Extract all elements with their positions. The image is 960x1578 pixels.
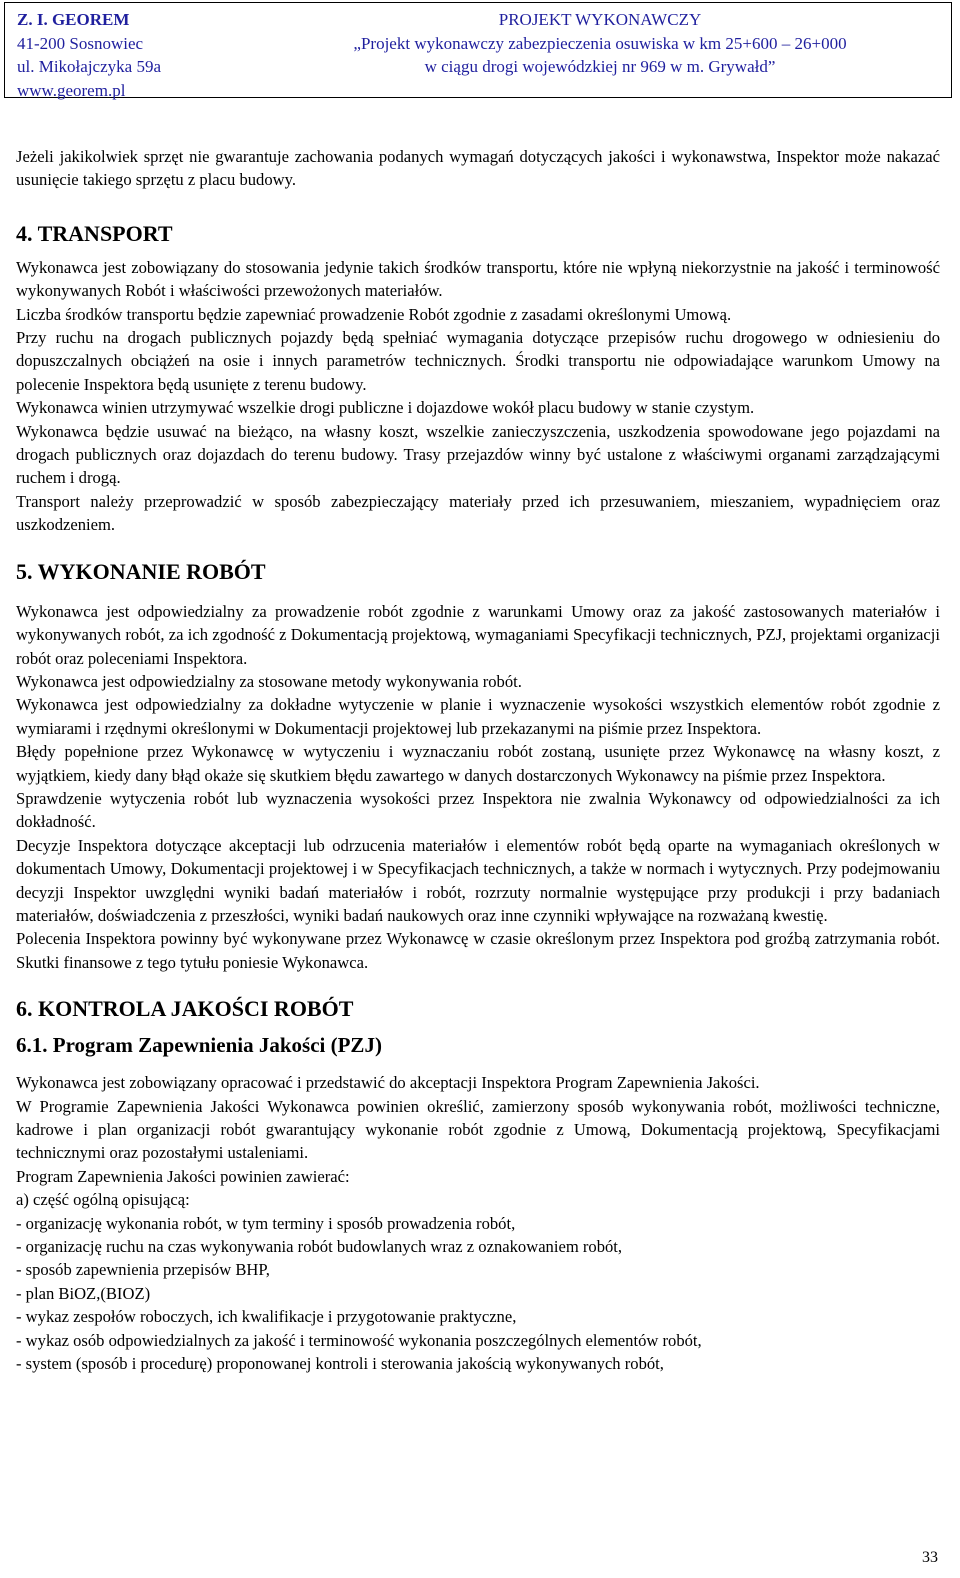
company-street: ul. Mikołajczyka 59a <box>17 57 161 76</box>
execution-paragraph: Wykonawca jest odpowiedzialny za stosowane metody wykonywania robót. <box>16 671 522 691</box>
quality-list-item: - sposób zapewnienia przepisów BHP, <box>16 1260 270 1280</box>
quality-line: a) część ogólną opisującą: <box>16 1190 190 1210</box>
company-website: www.georem.pl <box>17 80 126 100</box>
quality-paragraph: Wykonawca jest zobowiązany opracować i przedstawić do akceptacji Inspektora Program Zapewnienia Jakości. <box>16 1073 760 1093</box>
quality-line: Program Zapewnienia Jakości powinien zawierać: <box>16 1166 350 1186</box>
company-city: 41-200 Sosnowiec <box>17 33 144 53</box>
project-type: PROJEKT WYKONAWCZY <box>498 10 702 29</box>
execution-paragraph: Wykonawca jest odpowiedzialny za dokładne wytyczenie w planie i wyznaczenie wysokości wszystkich elementów robót zgodnie z wymiarami i rzędnymi określonymi w Dokumentacji projektowej lub przekazanymi na piśmie przez Inspektora. <box>16 695 940 738</box>
quality-list-item: - system (sposób i procedurę) proponowanej kontroli i sterowania jakością wykonywanych robót, <box>16 1354 664 1374</box>
section-heading-transport: 4. TRANSPORT <box>16 220 173 246</box>
company-info <box>17 8 247 102</box>
transport-paragraph: Wykonawca będzie usuwać na bieżąco, na własny koszt, wszelkie zanieczyszczenia, uszkodzenia spowodowane jego pojazdami na drogach publicznych oraz dojazdach do terenu budowy. Trasy przejazdów winny być ustalone z właściwymi organami zarządzającymi ruchem i drogą. <box>16 421 940 488</box>
transport-paragraph: Wykonawca winien utrzymywać wszelkie drogi publiczne i dojazdowe wokół placu budowy w stanie czystym. <box>16 398 755 418</box>
project-info <box>250 8 950 79</box>
section-heading-execution: 5. WYKONANIE ROBÓT <box>16 558 266 584</box>
quality-paragraph: W Programie Zapewnienia Jakości Wykonawca powinien określić, zamierzony sposób wykonywania robót, możliwości techniczne, kadrowe i plan organizacji robót gwarantujący wykonanie robót zgodnie z Umową, Dokumentacją projektową, Specyfikacjami technicznymi oraz pozostałymi ustaleniami. <box>16 1096 940 1163</box>
document-header <box>4 2 952 98</box>
section-heading-quality: 6. KONTROLA JAKOŚCI ROBÓT <box>16 996 354 1022</box>
quality-list-item: - plan BiOZ,(BIOZ) <box>16 1283 151 1303</box>
execution-paragraph: Decyzje Inspektora dotyczące akceptacji lub odrzucenia materiałów i elementów robót będą oparte na wymaganiach określonych w dokumentach Umowy, Dokumentacji projektowej i w Specyfikacjach technicznych, a także w normach i wytycznych. Przy podejmowaniu decyzji Inspektor uwzględni wyniki badań materiałów i robót, rozrzuty normalnie występujące przy produkcji i przy badaniach materiałów, doświadczenia z przeszłości, wyniki badań naukowych oraz inne czynniki wpływające na rozważaną kwestię. <box>16 835 940 925</box>
execution-paragraph: Sprawdzenie wytyczenia robót lub wyznaczenia wysokości przez Inspektora nie zwalnia Wykonawcy od odpowiedzialności za ich dokładność. <box>16 788 940 832</box>
transport-paragraph: Liczba środków transportu będzie zapewniać prowadzenie Robót zgodnie z zasadami określonymi Umową. <box>16 304 732 324</box>
transport-paragraph: Przy ruchu na drogach publicznych pojazdy będą spełniać wymagania dotyczące przepisów ruchu drogowego w odniesieniu do dopuszczalnych obciążeń na osie i innych parametrów technicznych. Środki transportu nie odpowiadające warunkom Umowy na polecenie Inspektora będą usunięte z terenu budowy. <box>16 328 940 394</box>
execution-paragraph: Polecenia Inspektora powinny być wykonywane przez Wykonawcę w czasie określonym przez Inspektora pod groźbą zatrzymania robót. Skutki finansowe z tego tytułu poniesie Wykonawca. <box>16 929 940 972</box>
transport-paragraph: Wykonawca jest zobowiązany do stosowania jedynie takich środków transportu, które nie wpłyną niekorzystnie na jakość i terminowość wykonywanych Robót i właściwości przewożonych materiałów. <box>16 257 940 301</box>
quality-list-item: - wykaz osób odpowiedzialnych za jakość i terminowość wykonania poszczególnych elementów robót, <box>16 1330 702 1350</box>
execution-paragraph: Wykonawca jest odpowiedzialny za prowadzenie robót zgodnie z warunkami Umowy oraz za jakość zastosowanych materiałów i wykonywanych robót, za ich zgodność z Dokumentacją projektową, wymaganiami Specyfikacji technicznych, PZJ, projektami organizacji robót oraz poleceniami Inspektora. <box>16 601 940 668</box>
page-content <box>16 145 940 1375</box>
transport-paragraph: Transport należy przeprowadzić w sposób zabezpieczający materiały przed ich przesuwaniem, mieszaniem, wypadnięciem oraz uszkodzeniem. <box>16 491 940 535</box>
subsection-heading-pzj: 6.1. Program Zapewnienia Jakości (PZJ) <box>16 1033 382 1058</box>
quality-list-item: - wykaz zespołów roboczych, ich kwalifikacje i przygotowanie praktyczne, <box>16 1307 517 1327</box>
page-number: 33 <box>922 1549 938 1566</box>
quality-list-item: - organizację wykonania robót, w tym terminy i sposób prowadzenia robót, <box>16 1213 516 1233</box>
execution-paragraph: Błędy popełnione przez Wykonawcę w wytyczeniu i wyznaczaniu robót zostaną, usunięte przez Wykonawcę na własny koszt, z wyjątkiem, kiedy dany błąd okaże się skutkiem błędu zawartego w danych dostarczonych Wykonawcy na piśmie przez Inspektora. <box>16 742 940 785</box>
company-name: Z. I. GEOREM <box>17 10 130 29</box>
intro-paragraph: Jeżeli jakikolwiek sprzęt nie gwarantuje zachowania podanych wymagań dotyczących jakości i wykonawstwa, Inspektor może nakazać usunięcie takiego sprzętu z placu budowy. <box>16 147 940 190</box>
project-title-line-1: „Projekt wykonawczy zabezpieczenia osuwiska w km 25+600 – 26+000 <box>353 33 847 53</box>
project-title-line-2: w ciągu drogi wojewódzkiej nr 969 w m. Grywałd” <box>424 57 776 76</box>
quality-list-item: - organizację ruchu na czas wykonywania robót budowlanych wraz z oznakowaniem robót, <box>16 1237 623 1257</box>
